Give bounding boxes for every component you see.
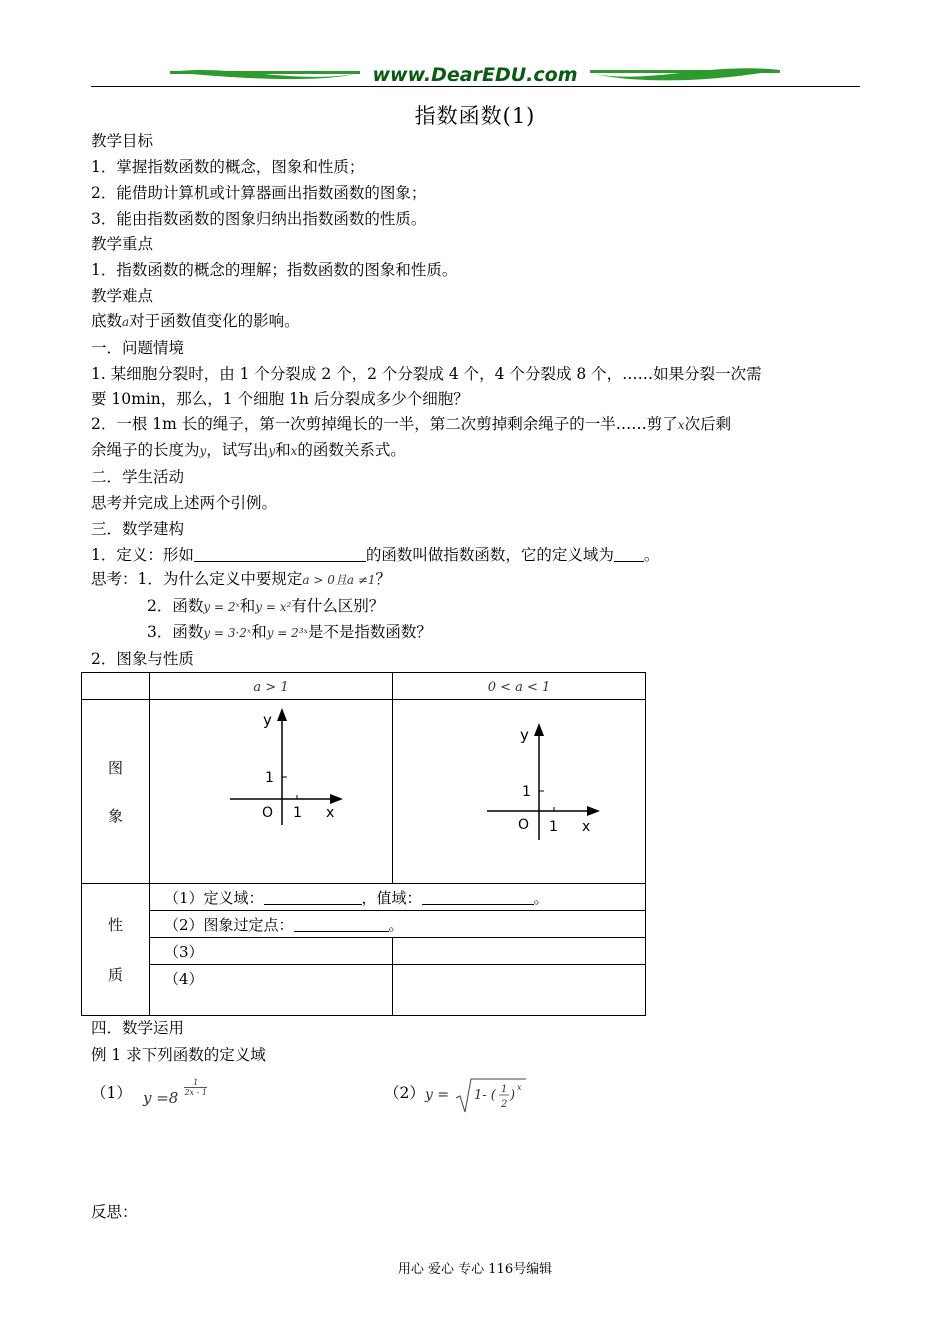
- header-rule: [91, 86, 860, 87]
- y-tick-one: 1: [265, 770, 274, 786]
- problem1-line2: 要 10min，那么，1 个细胞 1h 后分裂成多少个细胞？: [91, 390, 469, 408]
- svg-text:): ): [510, 1088, 516, 1103]
- example-1-formula-1: y =8 $\frac{1}{2x - 1}$: [143, 1078, 207, 1107]
- axes-a-lt-1: [482, 720, 607, 845]
- graph-heading: 2．图象与性质: [91, 650, 194, 668]
- col-header-a-gt-1: a > 1: [253, 680, 289, 695]
- svg-text:2: 2: [501, 1099, 508, 1110]
- property-1: （1）定义域： ，值域： 。: [150, 884, 646, 911]
- axes-a-gt-1: [225, 705, 350, 830]
- think-2: 2．函数y = 2ˣ和y = x²有什么区别？: [147, 597, 385, 615]
- definition-line: 1．定义：形如 的函数叫做指数函数，它的定义域为 。: [91, 546, 660, 564]
- difficulty-heading: 教学难点: [91, 287, 154, 305]
- property-2: （2）图象过定点： 。: [150, 911, 646, 938]
- example-1-formula-2: y = 1- ( 1 2 ) x: [425, 1076, 528, 1116]
- row-label-properties: 性 质: [82, 884, 150, 1016]
- section1-heading: 一．问题情境: [91, 339, 185, 357]
- definition-blank[interactable]: [194, 545, 366, 562]
- problem2-line2: 余绳子的长度为y，试写出y和x的函数关系式。: [91, 441, 406, 459]
- domain-blank[interactable]: [614, 545, 644, 562]
- range-answer-blank[interactable]: [422, 888, 534, 905]
- example-1-part-1-label: （1）: [91, 1084, 132, 1102]
- fixed-point-blank[interactable]: [294, 915, 389, 932]
- focus-text: 1．指数函数的概念的理解；指数函数的图象和性质。: [91, 261, 458, 279]
- think-1: 思考：1．为什么定义中要规定a > 0且a ≠1？: [91, 570, 392, 588]
- x-tick-one: 1: [549, 819, 558, 835]
- problem1-line1: 1. 某细胞分裂时，由 1 个分裂成 2 个，2 个分裂成 4 个，4 个分裂成 8 个，……如果分裂一次需: [91, 365, 762, 383]
- goal-item: 2．能借助计算机或计算器画出指数函数的图象；: [91, 184, 427, 202]
- section2-heading: 二．学生活动: [91, 468, 185, 486]
- y-tick-one: 1: [522, 784, 531, 800]
- difficulty-text: 底数a对于函数值变化的影响。: [91, 312, 300, 330]
- domain-answer-blank[interactable]: [264, 888, 362, 905]
- svg-text:1: 1: [501, 1084, 508, 1095]
- section3-heading: 三．数学建构: [91, 520, 185, 538]
- example-1-part-2-label: （2）: [384, 1084, 425, 1102]
- property-4-left: （4）: [150, 965, 393, 1016]
- property-3-left: （3）: [150, 938, 393, 965]
- banner-site-text: www.DearEDU.com: [372, 64, 578, 86]
- x-tick-one: 1: [293, 805, 302, 821]
- origin-label: O: [262, 805, 274, 821]
- goals-heading: 教学目标: [91, 132, 154, 150]
- goal-item: 1．掌握指数函数的概念，图象和性质；: [91, 158, 365, 176]
- section4-heading: 四．数学运用: [91, 1019, 185, 1037]
- think-3: 3．函数y = 3·2ˣ和y = 2³ˣ是不是指数函数？: [147, 623, 432, 641]
- goal-item: 3．能由指数函数的图象归纳出指数函数的性质。: [91, 210, 427, 228]
- sqrt-sign: [454, 1076, 528, 1116]
- page-title: 指数函数(1): [414, 104, 536, 128]
- example-1: 例 1 求下列函数的定义域: [91, 1046, 266, 1064]
- col-header-a-lt-1: 0 < a < 1: [487, 680, 551, 695]
- svg-text:x: x: [517, 1083, 522, 1092]
- y-axis-label: y: [263, 711, 272, 729]
- site-banner: [170, 62, 780, 88]
- x-axis-label: x: [326, 805, 335, 821]
- property-3-right: [393, 938, 646, 965]
- y-axis-label: y: [520, 726, 529, 744]
- x-axis-label: x: [582, 819, 591, 835]
- svg-text:1- (: 1- (: [474, 1088, 497, 1103]
- reflection-label: 反思：: [91, 1203, 138, 1221]
- focus-heading: 教学重点: [91, 235, 154, 253]
- page-footer: 用心 爱心 专心 116号编辑: [397, 1262, 553, 1277]
- origin-label: O: [518, 817, 530, 833]
- property-4-right: [393, 965, 646, 1016]
- row-label-graph: 图 象: [82, 700, 150, 884]
- problem2-line1: 2．一根 1m 长的绳子，第一次剪掉绳长的一半，第二次剪掉剩余绳子的一半……剪了x次后剩: [91, 415, 732, 433]
- section2-text: 思考并完成上述两个引例。: [91, 494, 278, 512]
